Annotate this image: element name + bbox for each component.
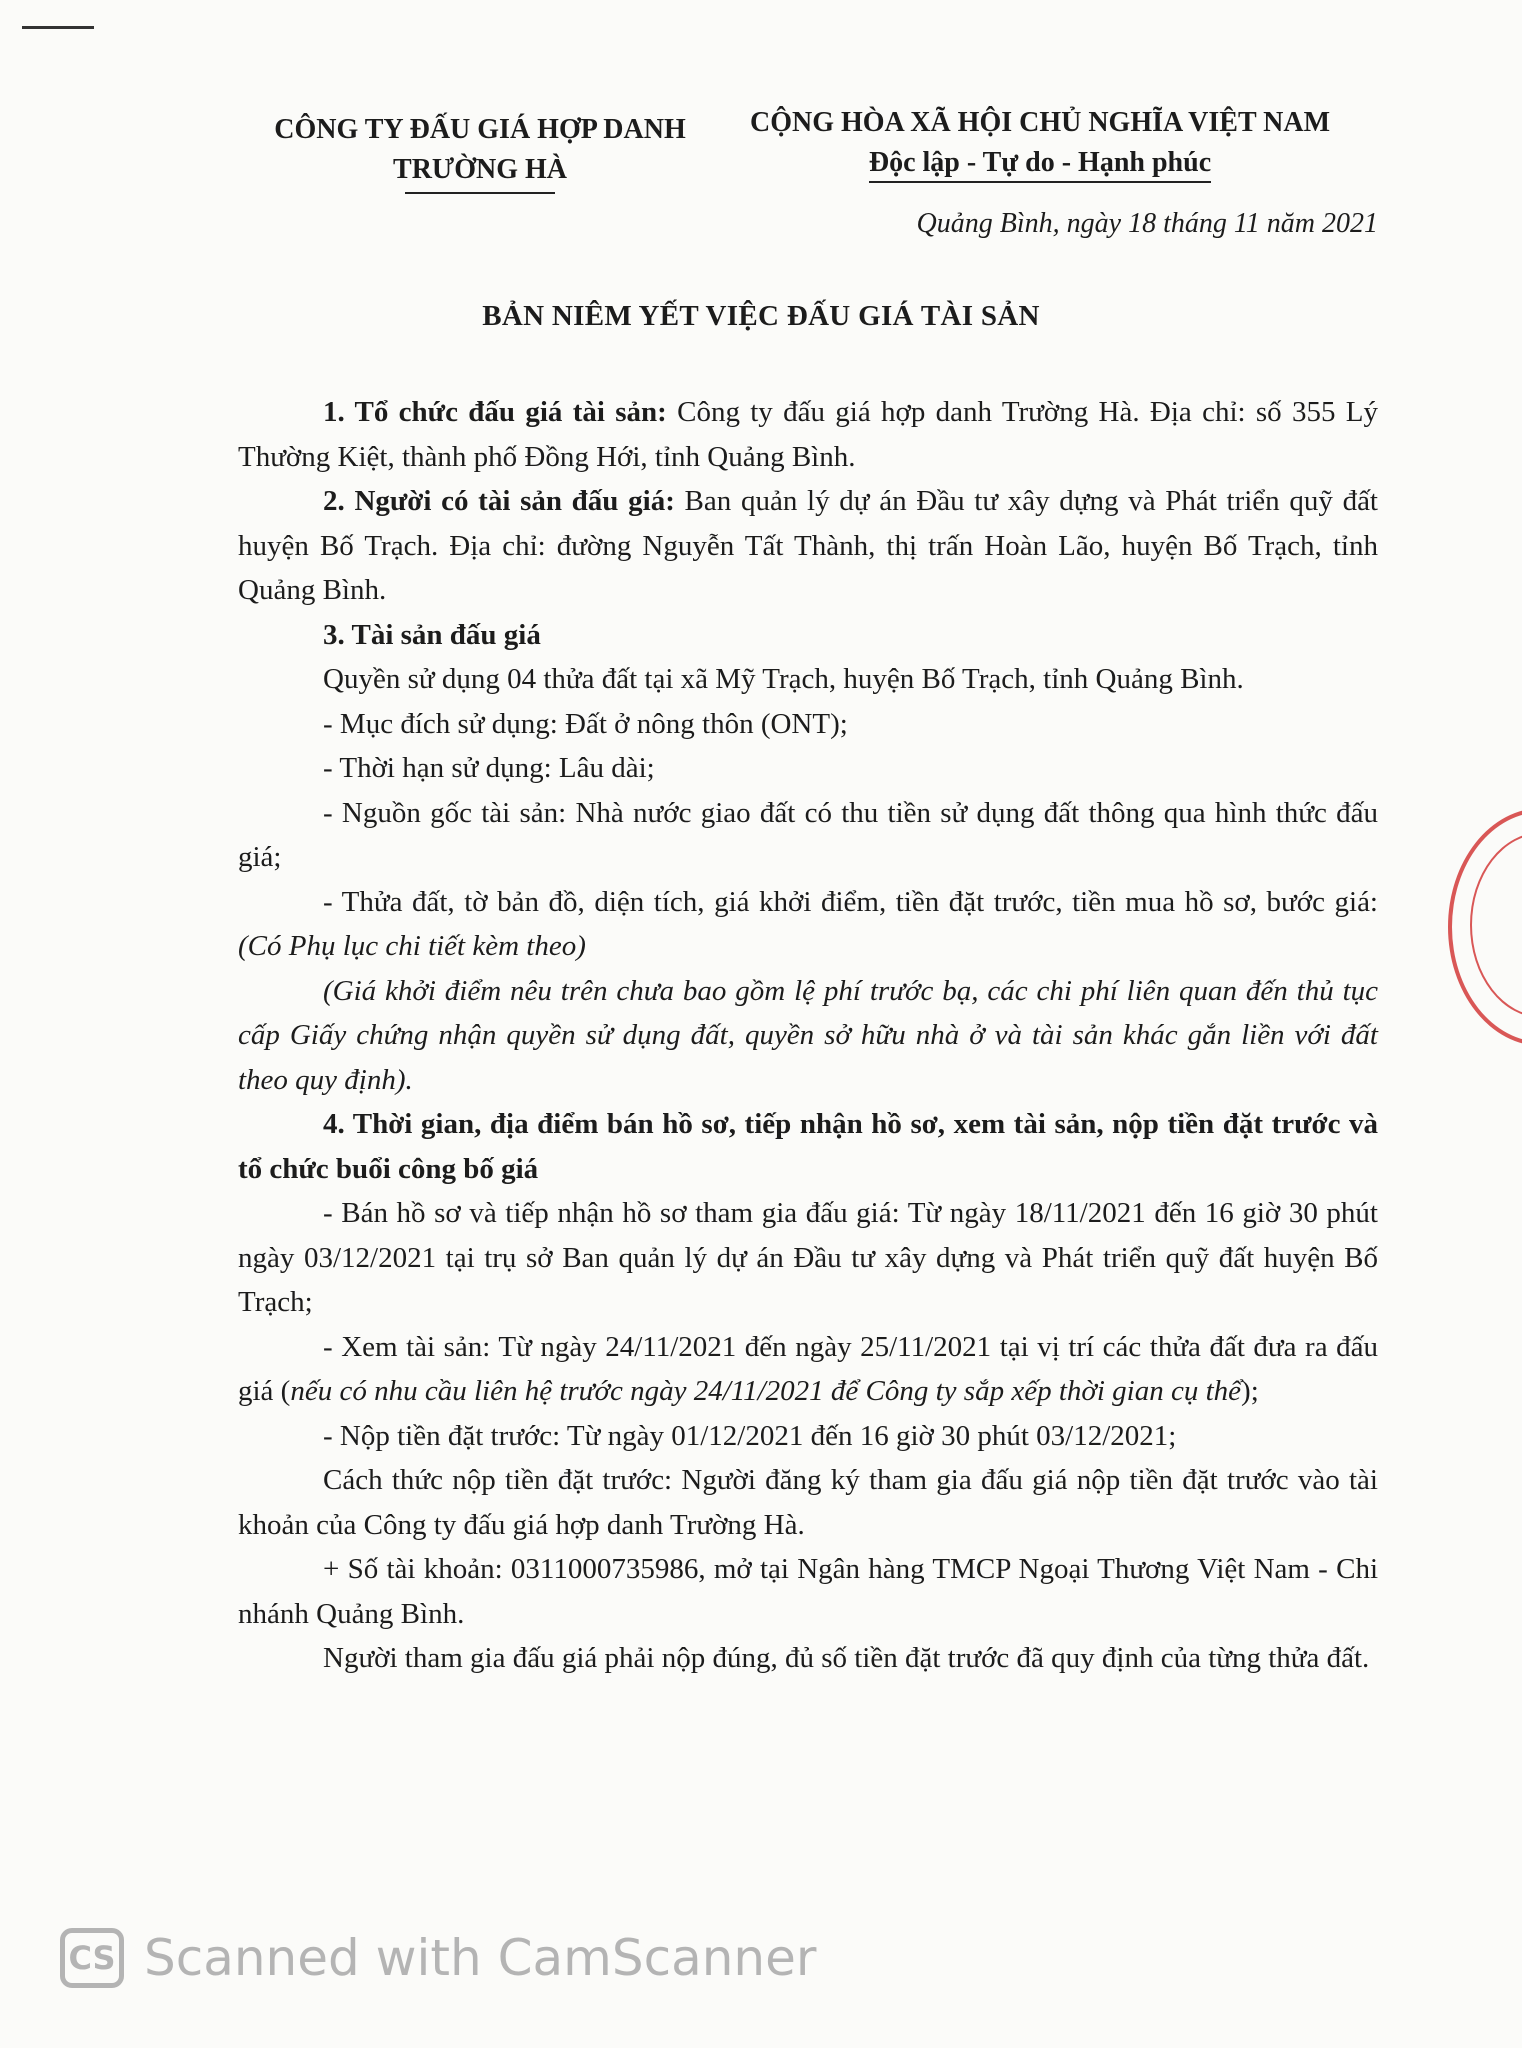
- section-3-label: 3. Tài sản đấu giá: [323, 618, 541, 651]
- section-4-requirement: Người tham gia đấu giá phải nộp đúng, đủ số tiền đặt trước đã quy định của từng thửa đất.: [323, 1642, 1370, 1674]
- section-3-intro: Quyền sử dụng 04 thửa đất tại xã Mỹ Trạch, huyện Bố Trạch, tỉnh Quảng Bình.: [323, 663, 1244, 695]
- section-4-method: Cách thức nộp tiền đặt trước: Người đăng ký tham gia đấu giá nộp tiền đặt trước vào tài khoản của Công ty đấu giá hợp danh Trường Hà.: [238, 1464, 1378, 1541]
- section-3-purpose: - Mục đích sử dụng: Đất ở nông thôn (ONT);: [323, 707, 848, 740]
- section-1-text: Công ty đấu giá hợp danh Trường Hà. Địa chỉ: số 355 Lý Thường Kiệt, thành phố Đồng Hới, tỉnh Quảng Bình.: [238, 396, 1378, 473]
- section-4-sale: - Bán hồ sơ và tiếp nhận hồ sơ tham gia đấu giá: Từ ngày 18/11/2021 đến 16 giờ 30 phút ngày 03/12/2021 tại trụ sở Ban quản lý dự án Đầu tư xây dựng và Phát triển quỹ đất huyện Bố Trạch;: [238, 1197, 1378, 1318]
- organization-name: CÔNG TY ĐẤU GIÁ HỢP DANH: [274, 114, 686, 145]
- organization-name-line2: TRƯỜNG HÀ: [393, 154, 567, 185]
- section-4-view-end: );: [1241, 1375, 1259, 1407]
- nation-name: CỘNG HÒA XÃ HỘI CHỦ NGHĨA VIỆT NAM: [749, 107, 1331, 138]
- section-3-details: [238, 880, 1378, 969]
- section-3-origin: - Nguồn gốc tài sản: Nhà nước giao đất có thu tiền sử dụng đất thông qua hình thức đấu giá;: [238, 796, 1378, 873]
- document-title: BẢN NIÊM YẾT VIỆC ĐẤU GIÁ TÀI SẢN: [482, 300, 1040, 332]
- section-1-label: 1. Tổ chức đấu giá tài sản:: [323, 396, 667, 428]
- section-3-term: - Thời hạn sử dụng: Lâu dài;: [323, 752, 655, 784]
- section-2: [238, 479, 1378, 613]
- national-header: [700, 103, 1380, 183]
- document-date: Quảng Bình, ngày 18 tháng 11 năm 2021: [916, 208, 1378, 239]
- section-4-view: [238, 1325, 1378, 1414]
- section-3-details-note: (Có Phụ lục chi tiết kèm theo): [238, 930, 586, 962]
- national-motto: Độc lập - Tự do - Hạnh phúc: [869, 145, 1211, 183]
- organization-underline: [405, 192, 555, 194]
- section-4-view-text: - Xem tài sản: Từ ngày 24/11/2021 đến ngày 25/11/2021 tại vị trí các thửa đất đưa ra đấu giá (: [238, 1330, 1378, 1407]
- corner-mark: [22, 26, 94, 29]
- section-4-account: + Số tài khoản: 0311000735986, mở tại Ngân hàng TMCP Ngoại Thương Việt Nam - Chi nhánh Quảng Bình.: [238, 1553, 1378, 1630]
- watermark-text: Scanned with CamScanner: [144, 1929, 817, 1987]
- organization-header: [230, 110, 730, 194]
- section-1: [238, 390, 1378, 479]
- section-4-deposit: - Nộp tiền đặt trước: Từ ngày 01/12/2021 đến 16 giờ 30 phút 03/12/2021;: [323, 1419, 1177, 1452]
- section-2-text: Ban quản lý dự án Đầu tư xây dựng và Phát triển quỹ đất huyện Bố Trạch. Địa chỉ: đường Nguyễn Tất Thành, thị trấn Hoàn Lão, huyện Bố Trạch, tỉnh Quảng Bình.: [238, 485, 1378, 606]
- camscanner-logo-icon: CS: [60, 1928, 124, 1988]
- section-3-details-text: - Thửa đất, tờ bản đồ, diện tích, giá khởi điểm, tiền đặt trước, tiền mua hồ sơ, bước giá:: [323, 885, 1378, 918]
- section-2-label: 2. Người có tài sản đấu giá:: [323, 485, 675, 517]
- camscanner-watermark: [60, 1928, 816, 1988]
- section-4-label: 4. Thời gian, địa điểm bán hồ sơ, tiếp nhận hồ sơ, xem tài sản, nộp tiền đặt trước và tổ chức buổi công bố giá: [238, 1108, 1378, 1185]
- section-3-price-note: (Giá khởi điểm nêu trên chưa bao gồm lệ phí trước bạ, các chi phí liên quan đến thủ tục cấp Giấy chứng nhận quyền sử dụng đất, quyền sở hữu nhà ở và tài sản khác gắn liền với đất theo quy định).: [238, 974, 1378, 1096]
- section-4-view-note: nếu có nhu cầu liên hệ trước ngày 24/11/2021 để Công ty sắp xếp thời gian cụ thể: [290, 1375, 1242, 1407]
- document-body: [238, 390, 1378, 1681]
